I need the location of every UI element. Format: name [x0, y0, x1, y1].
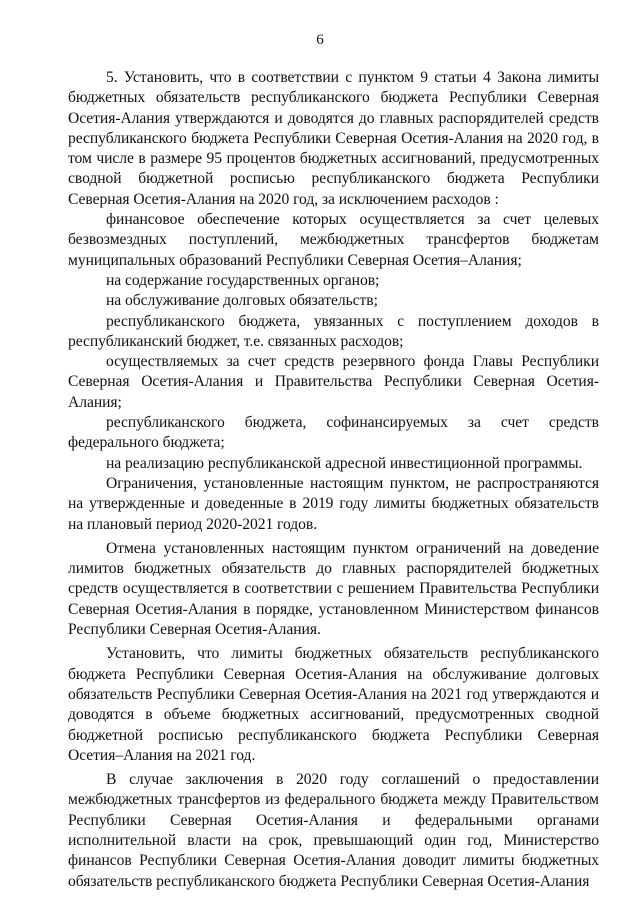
document-body	[68, 68, 599, 892]
paragraph-exception-state-bodies: на содержание государственных органов;	[106, 271, 380, 289]
page-number: 6	[316, 32, 324, 48]
paragraph-exception-federal-cofinancing: республиканского бюджета, софинансируемых за счет средств федерального бюджета;	[68, 414, 599, 452]
paragraph-exception-debt-service: на обслуживание долговых обязательств;	[106, 292, 378, 310]
paragraph-federal-agreements: В случае заключения в 2020 году соглашений о предоставлении межбюджетных трансфертов из федерального бюджета между Правительством Республики Северная Осетия-Алания и федеральными органами исполнительной власти на срок, превышающий один год, Министерство финансов Республики Северная Осетия-Алания доводит лимиты бюджетных обязательств республиканского бюджета Республики Северная Осетия-Алания	[68, 771, 599, 890]
paragraph-exception-reserve-fund: осуществляемых за счет средств резервного фонда Главы Республики Северная Осетия-Алания и Правительства Республики Северная Осетия-Алания;	[68, 353, 599, 411]
paragraph-exception-targeted-funds: финансовое обеспечение которых осуществляется за счет целевых безвозмездных поступлений, межбюджетных трансфертов бюджетам муниципальных образований Республики Северная Осетия–Алания;	[68, 211, 599, 269]
paragraph-main-clause: 5. Установить, что в соответствии с пунктом 9 статьи 4 Закона лимиты бюджетных обязательств республиканского бюджета Республики Северная Осетия-Алания утверждаются и доводятся до главных распорядителей средств республиканского бюджета Республики Северная Осетия-Алания на 2020 год, в том числе в размере 95 процентов бюджетных ассигнований, предусмотренных сводной бюджетной росписью республиканского бюджета Республики Северная Осетия-Алания на 2020 год, за исключением расходов :	[68, 69, 599, 208]
paragraph-exception-investment-program: на реализацию республиканской адресной инвестиционной программы.	[106, 454, 583, 472]
paragraph-restrictions-scope: Ограничения, установленные настоящим пунктом, не распространяются на утвержденные и доведенные в 2019 году лимиты бюджетных обязательств на плановый период 2020-2021 годов.	[68, 474, 599, 533]
paragraph-restrictions-cancellation: Отмена установленных настоящим пунктом ограничений на доведение лимитов бюджетных обязательств до главных распорядителей бюджетных средств осуществляется в соответствии с решением Правительства Республики Северная Осетия-Алания в порядке, установленном Министерством финансов Республики Северная Осетия-Алания.	[68, 539, 599, 639]
paragraph-debt-limits-2021: Установить, что лимиты бюджетных обязательств республиканского бюджета Республики Северная Осетия-Алания на обслуживание долговых обязательств Республики Северная Осетия-Алания на 2021 год утверждаются и доводятся в объеме бюджетных ассигнований, предусмотренных сводной бюджетной росписью республиканского бюджета Республики Северная Осетия–Алания на 2021 год.	[68, 645, 599, 764]
paragraph-exception-linked-expenses: республиканского бюджета, увязанных с поступлением доходов в республиканский бюджет, т.е. связанных расходов;	[68, 312, 599, 350]
